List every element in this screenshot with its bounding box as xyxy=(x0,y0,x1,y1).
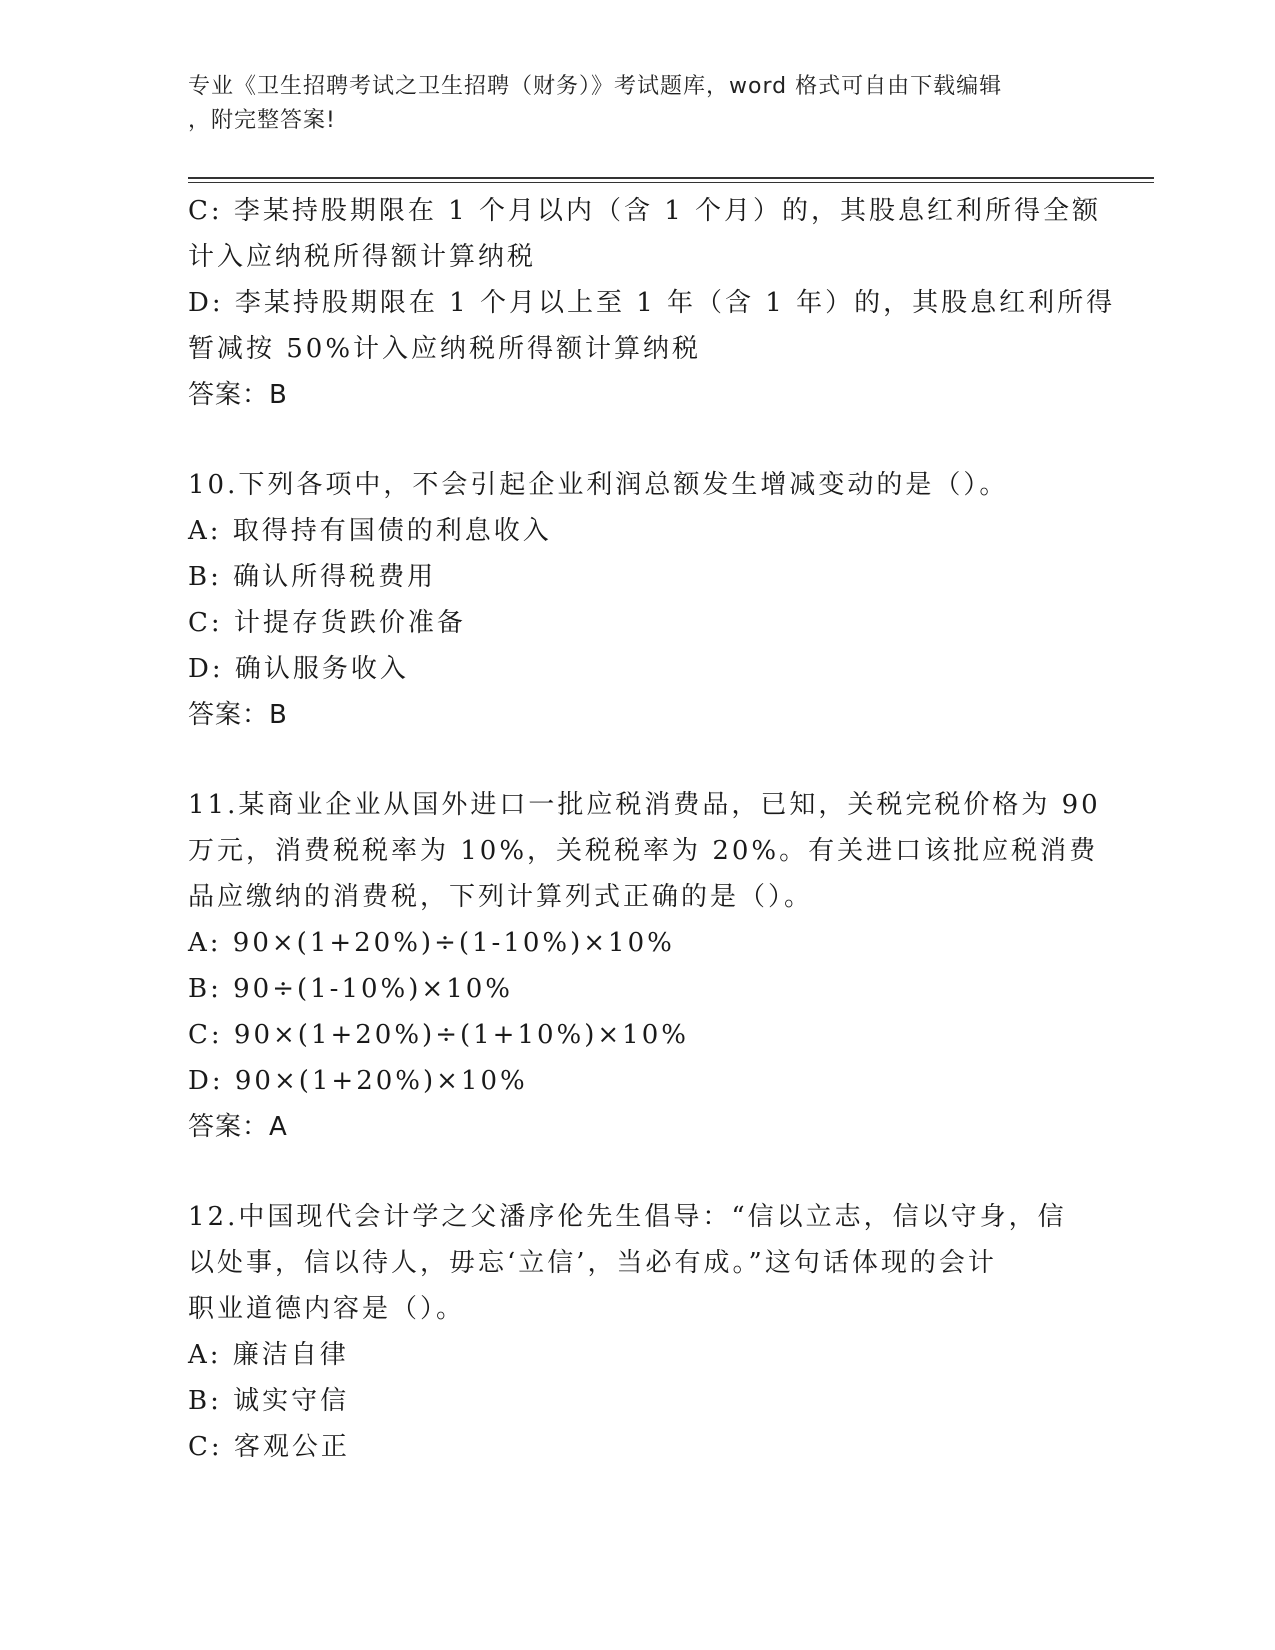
header-divider-thin xyxy=(188,182,1154,183)
option-d-line-2: 暂减按 50%计入应纳税所得额计算纳税 xyxy=(188,334,702,364)
option-c-line-2: 计入应纳税所得额计算纳税 xyxy=(188,242,537,272)
answer: 答案：A xyxy=(188,1112,288,1142)
option-c: C: 90×(1+20%)÷(1+10%)×10% xyxy=(188,1020,689,1050)
option-a: A: 90×(1+20%)÷(1-10%)×10% xyxy=(188,928,675,958)
option-b: B: 确认所得税费用 xyxy=(188,562,437,592)
option-b: B: 90÷(1-10%)×10% xyxy=(188,974,513,1004)
question-stem-line-1: 12.中国现代会计学之父潘序伦先生倡导：“信以立志，信以守身，信 xyxy=(188,1202,1067,1232)
option-b: B: 诚实守信 xyxy=(188,1386,350,1416)
prev-question xyxy=(188,188,1116,418)
question-11 xyxy=(188,782,1101,1150)
header-line-1: 专业《卫生招聘考试之卫生招聘（财务）》考试题库，word 格式可自由下载编辑 xyxy=(188,74,1003,99)
option-c: C: 客观公正 xyxy=(188,1432,350,1462)
question-12 xyxy=(188,1194,1088,1470)
answer: 答案：B xyxy=(188,700,288,730)
option-c: C: 计提存货跌价准备 xyxy=(188,608,466,638)
question-10 xyxy=(188,462,1088,738)
question-content xyxy=(188,188,1116,1470)
question-stem-line-1: 11.某商业企业从国外进口一批应税消费品，已知，关税完税价格为 90 xyxy=(188,790,1101,820)
question-stem-line-2: 万元，消费税税率为 10%，关税税率为 20%。有关进口该批应税消费 xyxy=(188,836,1099,866)
document-header xyxy=(188,70,1088,138)
header-divider-thick xyxy=(188,177,1154,179)
question-stem: 10.下列各项中，不会引起企业利润总额发生增减变动的是（）。 xyxy=(188,470,1009,500)
question-stem-line-3: 品应缴纳的消费税，下列计算列式正确的是（）。 xyxy=(188,882,814,912)
option-d-line-1: D: 李某持股期限在 1 个月以上至 1 年（含 1 年）的，其股息红利所得 xyxy=(188,288,1116,318)
header-line-2: ，附完整答案! xyxy=(188,108,336,133)
answer: 答案：B xyxy=(188,380,288,410)
option-d: D: 90×(1+20%)×10% xyxy=(188,1066,528,1096)
option-c-line-1: C: 李某持股期限在 1 个月以内（含 1 个月）的，其股息红利所得全额 xyxy=(188,196,1102,226)
question-stem-line-3: 职业道德内容是（）。 xyxy=(188,1294,466,1324)
option-d: D: 确认服务收入 xyxy=(188,654,409,684)
option-a: A: 廉洁自律 xyxy=(188,1340,349,1370)
option-a: A: 取得持有国债的利息收入 xyxy=(188,516,552,546)
question-stem-line-2: 以处事，信以待人，毋忘‘立信’，当必有成。”这句话体现的会计 xyxy=(188,1248,997,1278)
